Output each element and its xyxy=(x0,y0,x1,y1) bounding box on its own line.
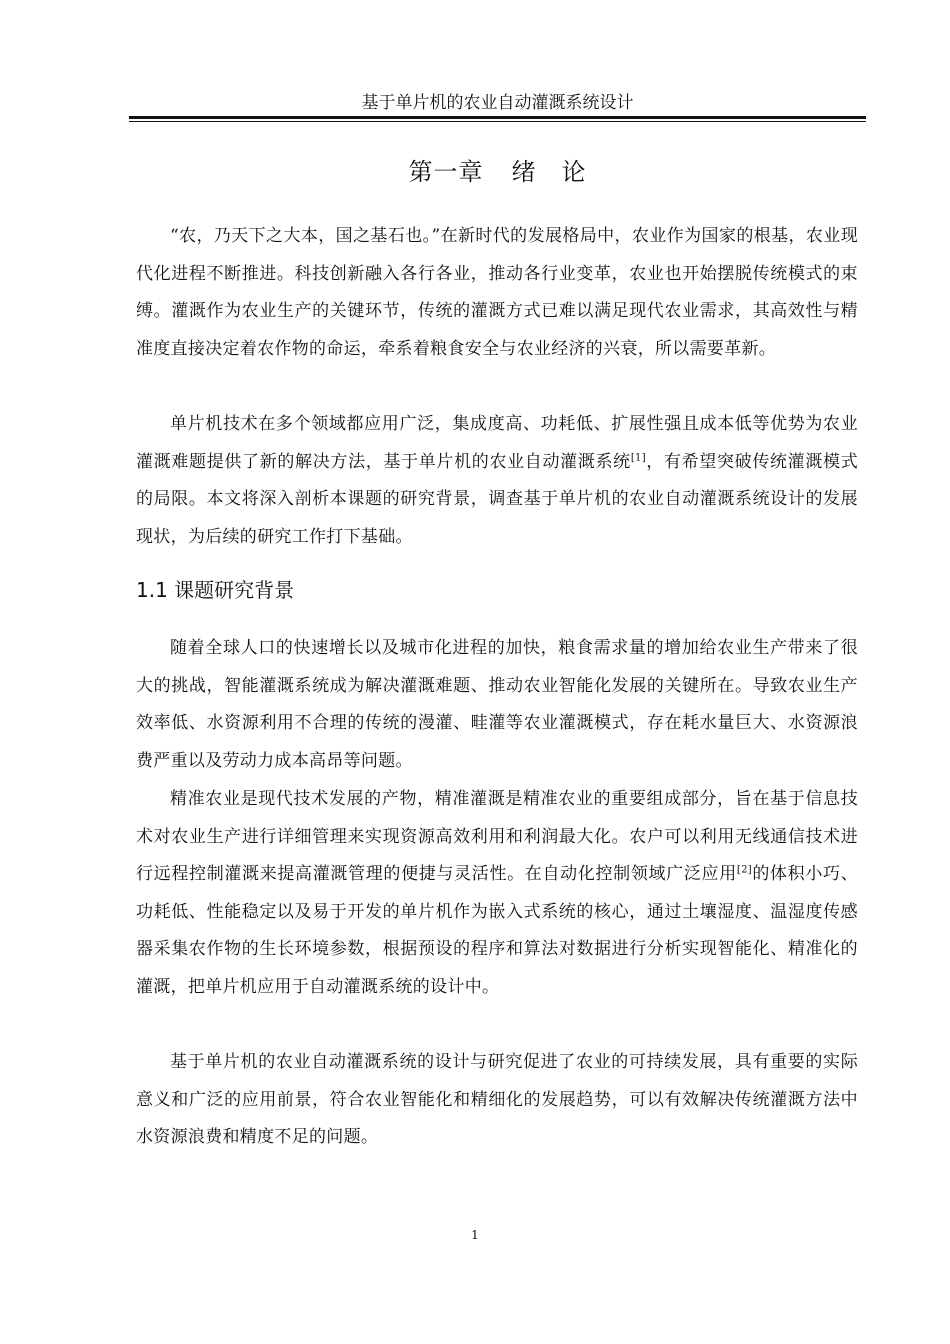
chapter-label: 第一章 xyxy=(408,158,484,186)
citation-1: [1] xyxy=(630,451,646,463)
citation-2: [2] xyxy=(736,864,752,876)
section-title: 1.1 课题研究背景 xyxy=(136,578,295,602)
intro-paragraph-2 xyxy=(136,406,858,556)
intro-paragraph-2-text-a: 单片机技术在多个领域都应用广泛，集成度高、功耗低、扩展性强且成本低等优势为农业灌溉难题提供了新的解决方法，基于单片机的农业自动灌溉系统 xyxy=(136,414,858,472)
running-header-title: 基于单片机的农业自动灌溉系统设计 xyxy=(361,93,634,113)
page-number: 1 xyxy=(471,1228,479,1242)
header-rule xyxy=(129,116,866,122)
intro-paragraph-1: “农，乃天下之大本，国之基石也。”在新时代的发展格局中，农业作为国家的根基，农业现代化进程不断推进。科技创新融入各行各业，推动各行业变革，农业也开始摆脱传统模式的束缚。灌溉作为农业生产的关键环节，传统的灌溉方式已难以满足现代农业需求，其高效性与精准度直接决定着农作物的命运，牵系着粮食安全与农业经济的兴衰，所以需要革新。 xyxy=(136,226,858,359)
section-paragraph-2 xyxy=(136,781,858,1007)
section-paragraph-1: 随着全球人口的快速增长以及城市化进程的加快，粮食需求量的增加给农业生产带来了很大的挑战，智能灌溉系统成为解决灌溉难题、推动农业智能化发展的关键所在。导致农业生产效率低、水资源利用不合理的传统的漫灌、畦灌等农业灌溉模式，存在耗水量巨大、水资源浪费严重以及劳动力成本高昂等问题。 xyxy=(136,638,858,771)
intro-paragraph-2-text-b: ，有希望突破传统灌溉模式的局限。本文将深入剖析本课题的研究背景，调查基于单片机的农业自动灌溉系统设计的发展现状，为后续的研究工作打下基础。 xyxy=(136,451,858,547)
section-paragraph-2-text-b: 的体积小巧、功耗低、性能稳定以及易于开发的单片机作为嵌入式系统的核心，通过土壤湿度、温湿度传感器采集农作物的生长环境参数，根据预设的程序和算法对数据进行分析实现智能化、精准化的灌溉，把单片机应用于自动灌溉系统的设计中。 xyxy=(136,864,858,997)
section-paragraph-2-text-a: 精准农业是现代技术发展的产物，精准灌溉是精准农业的重要组成部分，旨在基于信息技术对农业生产进行详细管理来实现资源高效利用和利润最大化。农户可以利用无线通信技术进行远程控制灌溉来提高灌溉管理的便捷与灵活性。在自动化控制领域广泛应用 xyxy=(136,789,858,885)
section-paragraph-3: 基于单片机的农业自动灌溉系统的设计与研究促进了农业的可持续发展，具有重要的实际意义和广泛的应用前景，符合农业智能化和精细化的发展趋势，可以有效解决传统灌溉方法中水资源浪费和精度不足的问题。 xyxy=(136,1052,858,1148)
chapter-title xyxy=(129,155,866,189)
chapter-name: 绪 论 xyxy=(511,158,587,186)
